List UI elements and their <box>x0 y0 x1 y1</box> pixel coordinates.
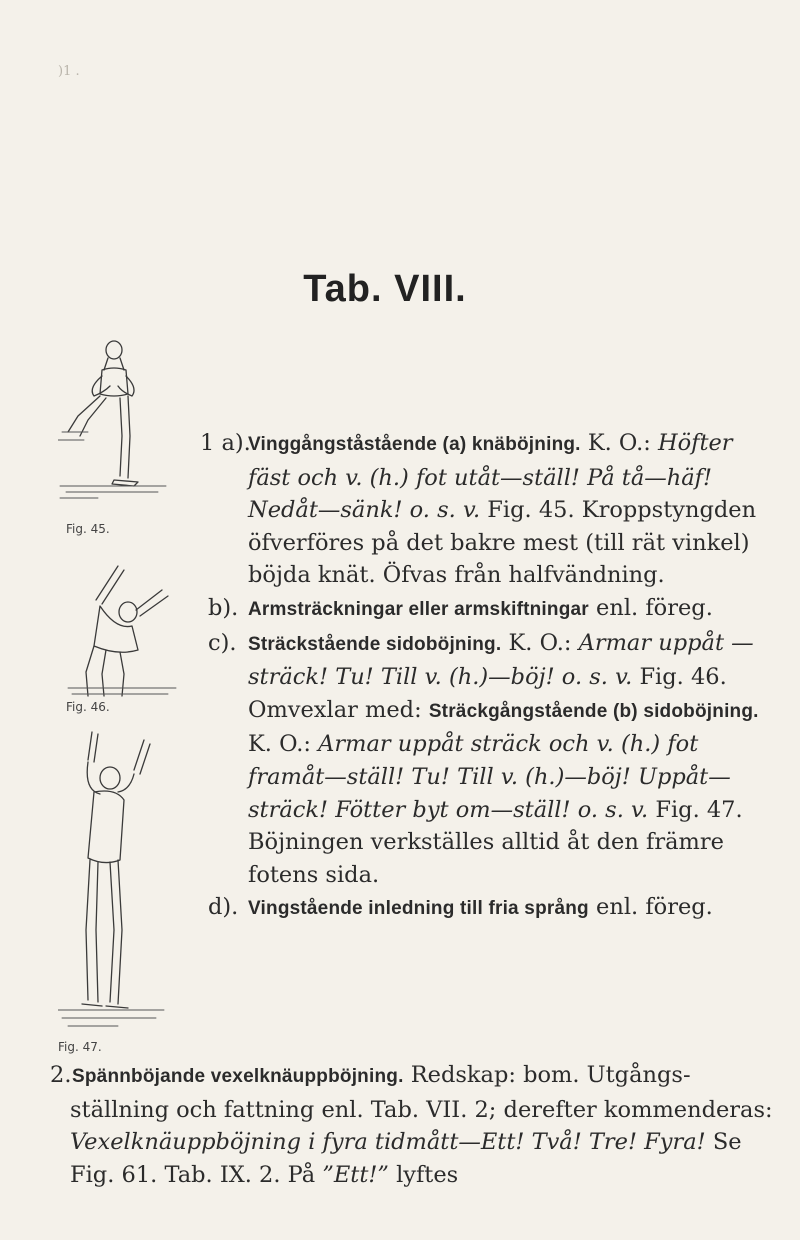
exercise-entry <box>196 427 771 592</box>
exercise-name: Vingstående inledning till fria språng <box>248 898 589 920</box>
entry-marker: c). <box>208 629 237 656</box>
entry-text: K. O.: <box>501 629 579 656</box>
command-text: ”Ett!” <box>322 1161 389 1188</box>
entry-text: K. O.: <box>580 430 658 456</box>
command-text: Armar uppåt —sträck! Tu! Till v. (h.)—böj! o. s. v. <box>248 629 754 691</box>
figure-47-caption: Fig. 47. <box>58 1040 102 1054</box>
figure-45-caption: Fig. 45. <box>66 522 110 536</box>
entry-text: Se Fig. 61. Tab. IX. 2. På <box>70 1129 742 1188</box>
figure-45 <box>58 336 168 516</box>
exercise-name: Sträckstående sidoböjning. <box>248 633 502 655</box>
command-text: Höfter fäst och v. (h.) fot utåt—ställ! På tå—häf! Nedåt—sänk! o. s. v. <box>248 430 733 524</box>
entry-text: lyftes <box>388 1161 459 1188</box>
entry-marker: b). <box>208 594 239 621</box>
exercise-list <box>196 427 771 926</box>
exercise-entry <box>196 891 771 926</box>
entry-marker: 2. <box>50 1062 72 1088</box>
gymnast-forward-bend-figure-icon <box>58 730 168 1034</box>
entry-text: Redskap: bom. Utgångsställning och fattning enl. Tab. VII. 2; derefter kommenderas: <box>70 1062 773 1123</box>
entry-text: K. O.: <box>248 731 319 758</box>
entry-text: enl. föreg. <box>588 594 713 621</box>
entry-text: Fig. 45. Kroppstyngden öfverföres på det bakre mest (till rät vinkel) böjda knät. Öfvas från halfvändning. <box>248 497 757 589</box>
exercise-entry <box>50 1059 775 1191</box>
exercise-entry <box>196 592 771 627</box>
command-text: Armar uppåt sträck och v. (h.) fot framåt—ställ! Tu! Till v. (h.)—böj! Uppåt—sträck! Fötter byt om—ställ! o. s. v. <box>248 731 731 823</box>
figure-47 <box>58 730 168 1034</box>
entry-text: Fig. 47. Böjningen verkställes alltid åt den främre fotens sida. <box>248 796 743 888</box>
page-title: Tab. VIII. <box>303 268 467 310</box>
exercise-entry <box>196 627 771 892</box>
entry-text: enl. föreg. <box>588 894 713 921</box>
command-text: Vexelknäuppböjning i fyra tidmått—Ett! Två! Tre! Fyra! <box>70 1129 706 1156</box>
exercise-name: Vinggångståstående (a) knäböjning. <box>248 434 581 455</box>
entry-marker: 1 a). <box>200 430 251 456</box>
exercise-name: Sträckgångstående (b) sidoböjning. <box>428 700 759 722</box>
exercise-name: Spännböjande vexelknäuppböjning. <box>72 1066 404 1087</box>
folio-mark: )1 . <box>58 64 80 79</box>
gymnast-side-bend-figure-icon <box>58 560 178 700</box>
figure-46-caption: Fig. 46. <box>66 700 110 714</box>
entry-marker: d). <box>208 894 239 921</box>
exercise-name: Armsträckningar eller armskiftningar <box>248 598 589 620</box>
exercise-list-2 <box>50 1059 775 1191</box>
gymnast-knee-bend-figure-icon <box>58 336 168 516</box>
entry-text: Fig. 46. Omvexlar med: <box>248 664 727 723</box>
figure-46 <box>58 560 178 700</box>
